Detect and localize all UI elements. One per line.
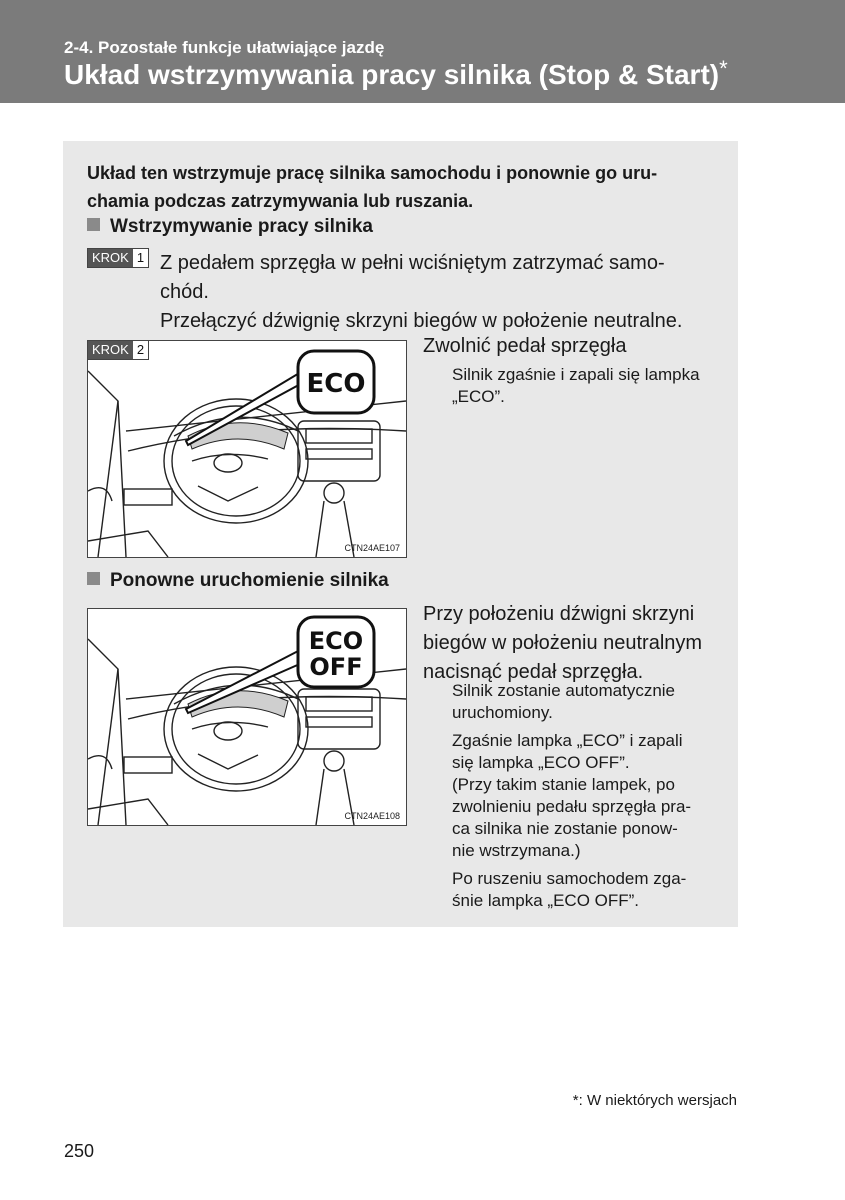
step-badge-label: KROK [88, 249, 133, 267]
heading-stop-text: Wstrzymywanie pracy silnika [110, 216, 373, 237]
restart-instruction-line: biegów w położeniu neutralnym [423, 632, 703, 654]
heading-restart [87, 570, 389, 592]
step-1-line-3: Przełączyć dźwignię skrzyni biegów w położenie neutralne. [160, 310, 683, 332]
step-1-badge [87, 248, 149, 268]
footnote: *: W niektórych wersjach [572, 1092, 737, 1109]
restart-instruction [423, 600, 702, 687]
step-badge-number: 1 [136, 250, 145, 265]
figure-code: CTN24AE107 [344, 543, 400, 553]
figure-eco [87, 340, 407, 558]
step-2-instruction: Zwolnić pedał sprzęgła [423, 335, 627, 357]
heading-stop [87, 216, 373, 238]
note-line: zwolnieniu pedału sprzęgła pra- [452, 797, 692, 816]
square-bullet-icon [87, 572, 100, 585]
restart-instruction-line: nacisnąć pedał sprzęgła. [423, 661, 644, 683]
figure-eco-off [87, 608, 407, 826]
note-line: ca silnika nie zostanie ponow- [452, 819, 678, 838]
note-line: się lampka „ECO OFF”. [452, 753, 630, 772]
page-title-text: Układ wstrzymywania pracy silnika (Stop & Start) [64, 59, 720, 90]
note-line: (Przy takim stanie lampek, po [452, 775, 675, 794]
note-line: śnie lampka „ECO OFF”. [452, 891, 640, 910]
intro-line-2: chamia podczas zatrzymywania lub ruszania. [87, 191, 474, 211]
section-label: 2-4. Pozostałe funkcje ułatwiające jazdę [64, 38, 385, 57]
page-number: 250 [64, 1141, 95, 1161]
asterisk-mark: * [719, 56, 728, 81]
step-2-note-line-2: „ECO”. [452, 387, 505, 406]
note-line: Zgaśnie lampka „ECO” i zapali [452, 731, 683, 750]
eco-off-indicator-line-2: OFF [309, 653, 363, 681]
step-2-note-line-1: Silnik zgaśnie i zapali się lampka [452, 365, 700, 384]
step-1-line-1: Z pedałem sprzęgła w pełni wciśniętym zatrzymać samo- [160, 252, 665, 274]
dashboard-eco-illustration [88, 341, 406, 557]
restart-note-c [452, 868, 686, 912]
page-title [64, 56, 728, 91]
note-line: nie wstrzymana.) [452, 841, 581, 860]
eco-indicator-label: ECO [306, 369, 366, 399]
step-2-note [452, 364, 700, 408]
intro-line-1: Układ ten wstrzymuje pracę silnika samochodu i ponownie go uru- [87, 163, 658, 183]
dashboard-eco-off-illustration [88, 609, 406, 825]
note-line: uruchomiony. [452, 703, 553, 722]
eco-off-indicator-line-1: ECO [308, 627, 364, 655]
square-bullet-icon [87, 218, 100, 231]
heading-restart-text: Ponowne uruchomienie silnika [110, 570, 389, 591]
step-badge-number: 2 [136, 342, 145, 357]
step-1-line-2: chód. [160, 281, 209, 303]
restart-note-b [452, 730, 691, 862]
content-panel [63, 141, 738, 927]
figure-code: CTN24AE108 [344, 811, 400, 821]
note-line: Silnik zostanie automatycznie [452, 681, 676, 700]
restart-note-a [452, 680, 675, 724]
step-badge-label: KROK [88, 341, 133, 359]
step-1-text [160, 249, 682, 336]
intro-text [87, 159, 657, 215]
page-header [0, 0, 845, 103]
restart-instruction-line: Przy położeniu dźwigni skrzyni [423, 603, 695, 625]
note-line: Po ruszeniu samochodem zga- [452, 869, 687, 888]
step-2-badge [87, 340, 149, 360]
